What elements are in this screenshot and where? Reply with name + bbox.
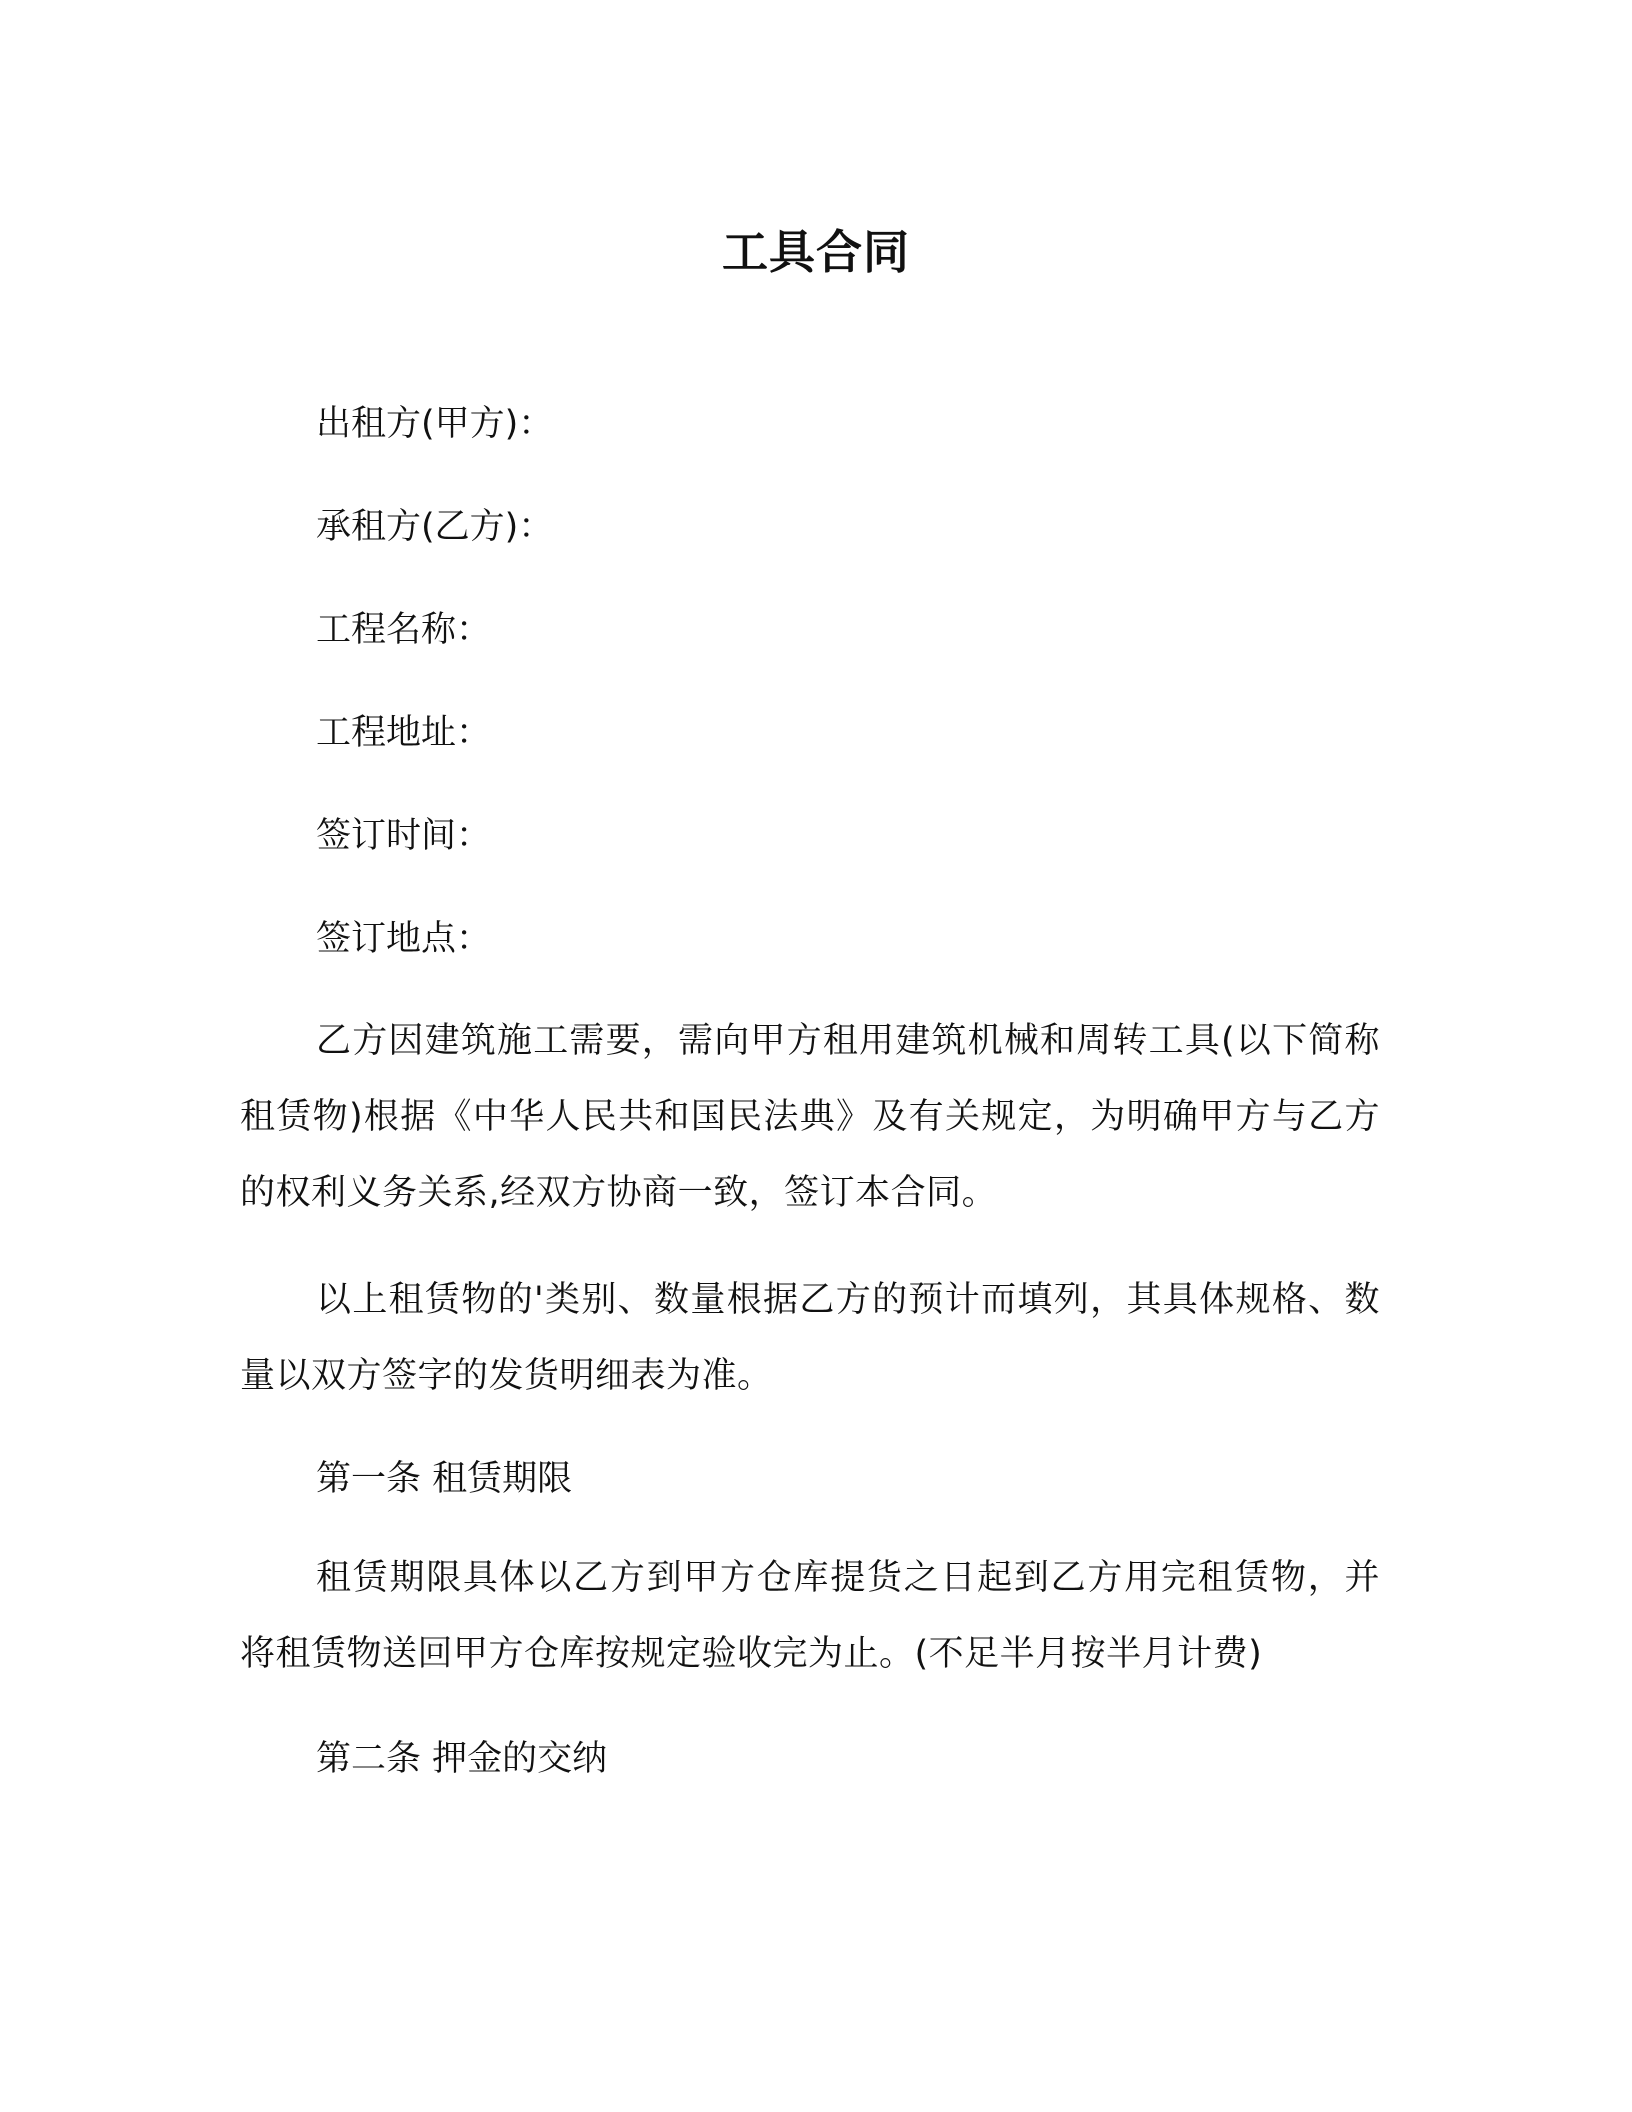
- field-lessor: 出租方(甲方)：: [316, 404, 554, 444]
- field-project-name: 工程名称：: [316, 610, 492, 650]
- article-1-body: 租赁期限具体以乙方到甲方仓库提货之日起到乙方用完租赁物，并将租赁物送回甲方仓库按规定验收完为止。(不足半月按半月计费): [240, 1558, 1380, 1674]
- article-1-heading: 第一条 租赁期限: [316, 1459, 573, 1499]
- article-2-heading: 第二条 押金的交纳: [316, 1739, 608, 1779]
- intro-paragraph: 乙方因建筑施工需要，需向甲方租用建筑机械和周转工具(以下简称租赁物)根据《中华人民共和国民法典》及有关规定，为明确甲方与乙方的权利义务关系,经双方协商一致，签订本合同。: [240, 1021, 1380, 1213]
- field-project-address: 工程地址：: [316, 713, 492, 753]
- document-title: 工具合同: [722, 225, 910, 279]
- field-signing-time: 签订时间：: [316, 816, 492, 856]
- field-signing-place: 签订地点：: [316, 919, 492, 959]
- quantity-paragraph: 以上租赁物的'类别、数量根据乙方的预计而填列，其具体规格、数量以双方签字的发货明细表为准。: [240, 1280, 1380, 1396]
- field-lessee: 承租方(乙方)：: [316, 507, 554, 547]
